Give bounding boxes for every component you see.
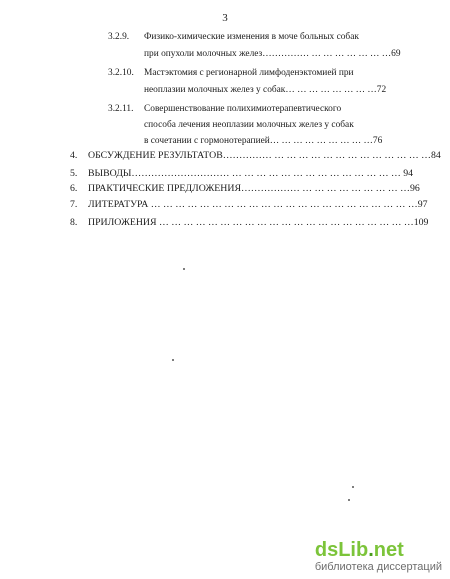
- dslib-watermark: [315, 540, 442, 573]
- toc-line: при опухоли молочных желез…………… … … … … … … …69: [144, 49, 401, 59]
- scan-speck: [172, 359, 174, 361]
- dslib-logo: dsLib.net: [314, 539, 404, 561]
- toc-entry: ПРИЛОЖЕНИЯ … … … … … … … … … … … … … … … … … … … … …109: [88, 217, 429, 228]
- toc-number: 4.: [70, 150, 78, 161]
- toc-number: 5.: [70, 168, 78, 179]
- toc-line: неоплазии молочных желез у собак… … … … … … … …72: [144, 85, 387, 95]
- toc-line: Физико-химические изменения в моче больных собак: [144, 32, 359, 42]
- toc-line: Мастэктомия с регионарной лимфоденэктомией при: [144, 68, 354, 78]
- scan-speck: [183, 268, 185, 270]
- scan-speck: [348, 499, 350, 501]
- toc-number: 6.: [70, 183, 78, 194]
- toc-line: в сочетании с гормонотерапией… … … … … … … … …76: [144, 136, 383, 146]
- toc-number: 7.: [70, 199, 78, 210]
- toc-number: 8.: [70, 217, 78, 228]
- toc-number: 3.2.10.: [108, 68, 134, 78]
- page-number: 3: [222, 12, 228, 24]
- scan-speck: [352, 486, 354, 488]
- watermark-tagline: библиотека диссертаций: [314, 561, 442, 573]
- toc-number: 3.2.11.: [108, 104, 134, 114]
- toc-entry: ЛИТЕРАТУРА … … … … … … … … … … … … … … … … … … … … … …97: [88, 199, 428, 210]
- toc-line: Совершенствование полихимиотерапевтического: [144, 104, 342, 114]
- toc-number: 3.2.9.: [108, 32, 130, 42]
- toc-entry: ВЫВОДЫ………………………… … … … … … … … … … … … … … … 94: [88, 168, 414, 179]
- toc-line: способа лечения неоплазии молочных желез у собак: [144, 120, 354, 130]
- toc-entry: ОБСУЖДЕНИЕ РЕЗУЛЬТАТОВ…………… … … … … … … … … … … … … …84: [88, 150, 441, 161]
- toc-entry: ПРАКТИЧЕСКИЕ ПРЕДЛОЖЕНИЯ……………… … … … … … … … … …96: [88, 183, 420, 194]
